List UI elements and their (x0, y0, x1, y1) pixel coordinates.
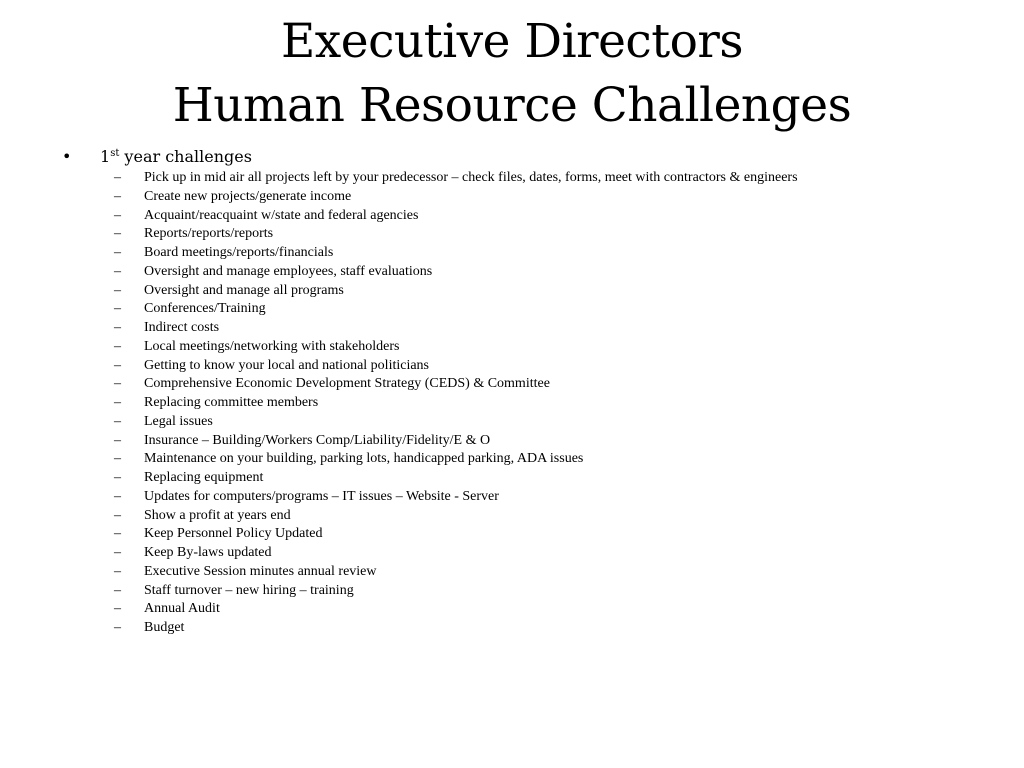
list-item (114, 357, 798, 376)
list-item-text: Keep Personnel Policy Updated (144, 526, 323, 542)
list-item (114, 188, 798, 207)
list-item (114, 300, 798, 319)
dash-marker: – (114, 320, 121, 335)
bullet-text: year challenges (119, 147, 252, 166)
list-item-text: Staff turnover – new hiring – training (144, 582, 354, 598)
dash-marker: – (114, 226, 121, 242)
dash-marker: – (114, 170, 121, 185)
list-item-text: Insurance – Building/Workers Comp/Liability/Fidelity/E & O (144, 432, 491, 448)
list-item (114, 525, 798, 544)
dash-marker: – (114, 563, 121, 579)
list-item-text: Reports/reports/reports (144, 226, 274, 242)
list-item (114, 619, 798, 638)
list-item-text: Pick up in mid air all projects left by your predecessor – check files, dates, forms, meet with contractors & engineers (144, 170, 798, 185)
list-item-text: Show a profit at years end (144, 507, 291, 523)
list-item (114, 507, 798, 526)
list-item-text: Oversight and manage employees, staff evaluations (144, 263, 433, 279)
dash-marker: – (114, 338, 121, 354)
dash-marker: – (114, 301, 121, 317)
list-item-text: Oversight and manage all programs (144, 282, 344, 298)
list-item-text: Annual Audit (144, 601, 220, 617)
list-item (114, 544, 798, 563)
slide-title (0, 10, 1024, 138)
dash-marker: – (114, 432, 121, 448)
list-item (114, 582, 798, 601)
dash-marker: – (114, 357, 121, 373)
dash-marker: – (114, 488, 121, 504)
list-item (114, 563, 798, 582)
dash-marker: – (114, 451, 121, 467)
list-item (114, 375, 798, 394)
list-item-text: Replacing committee members (144, 395, 319, 410)
list-item-text: Acquaint/reacquaint w/state and federal agencies (144, 207, 419, 223)
bullet-ordinal: 1 (100, 147, 111, 166)
bullet-superscript: st (110, 148, 120, 159)
dash-marker: – (114, 245, 121, 260)
dash-marker: – (114, 470, 121, 485)
dash-marker: – (114, 282, 121, 298)
list-item (114, 600, 798, 619)
list-item (114, 319, 798, 338)
list-item (114, 244, 798, 263)
list-item (114, 207, 798, 226)
dash-marker: – (114, 263, 121, 279)
list-item (114, 394, 798, 413)
list-item-text: Getting to know your local and national politicians (144, 357, 429, 373)
title-line-1: Executive Directors (280, 14, 744, 69)
list-item-text: Local meetings/networking with stakeholders (144, 338, 400, 354)
list-item-text: Maintenance on your building, parking lots, handicapped parking, ADA issues (144, 451, 584, 467)
list-item (114, 488, 798, 507)
challenge-list (114, 169, 798, 638)
dash-marker: – (114, 526, 121, 542)
dash-marker: – (114, 395, 121, 410)
list-item (114, 282, 798, 301)
list-item (114, 432, 798, 451)
dash-marker: – (114, 582, 121, 598)
top-level-bullet (62, 147, 252, 167)
list-item (114, 263, 798, 282)
list-item-text: Executive Session minutes annual review (144, 563, 377, 579)
dash-marker: – (114, 545, 121, 560)
list-item-text: Indirect costs (144, 320, 220, 335)
list-item-text: Budget (144, 620, 185, 635)
list-item-text: Create new projects/generate income (144, 188, 352, 204)
title-line-2: Human Resource Challenges (172, 78, 852, 133)
dash-marker: – (114, 620, 121, 635)
list-item-text: Replacing equipment (144, 470, 264, 485)
list-item (114, 225, 798, 244)
list-item (114, 469, 798, 488)
list-item (114, 169, 798, 188)
dash-marker: – (114, 188, 121, 204)
list-item-text: Keep By-laws updated (144, 545, 272, 560)
list-item-text: Conferences/Training (144, 301, 266, 317)
list-item-text: Comprehensive Economic Development Strategy (CEDS) & Committee (144, 376, 550, 392)
dash-marker: – (114, 413, 121, 429)
list-item (114, 413, 798, 432)
bullet-marker: • (62, 147, 72, 166)
dash-marker: – (114, 507, 121, 523)
list-item (114, 338, 798, 357)
dash-marker: – (114, 207, 121, 223)
list-item-text: Board meetings/reports/financials (144, 245, 334, 260)
list-item-text: Updates for computers/programs – IT issues – Website - Server (144, 488, 499, 504)
dash-marker: – (114, 376, 121, 392)
list-item-text: Legal issues (144, 413, 213, 429)
list-item (114, 450, 798, 469)
dash-marker: – (114, 601, 121, 617)
